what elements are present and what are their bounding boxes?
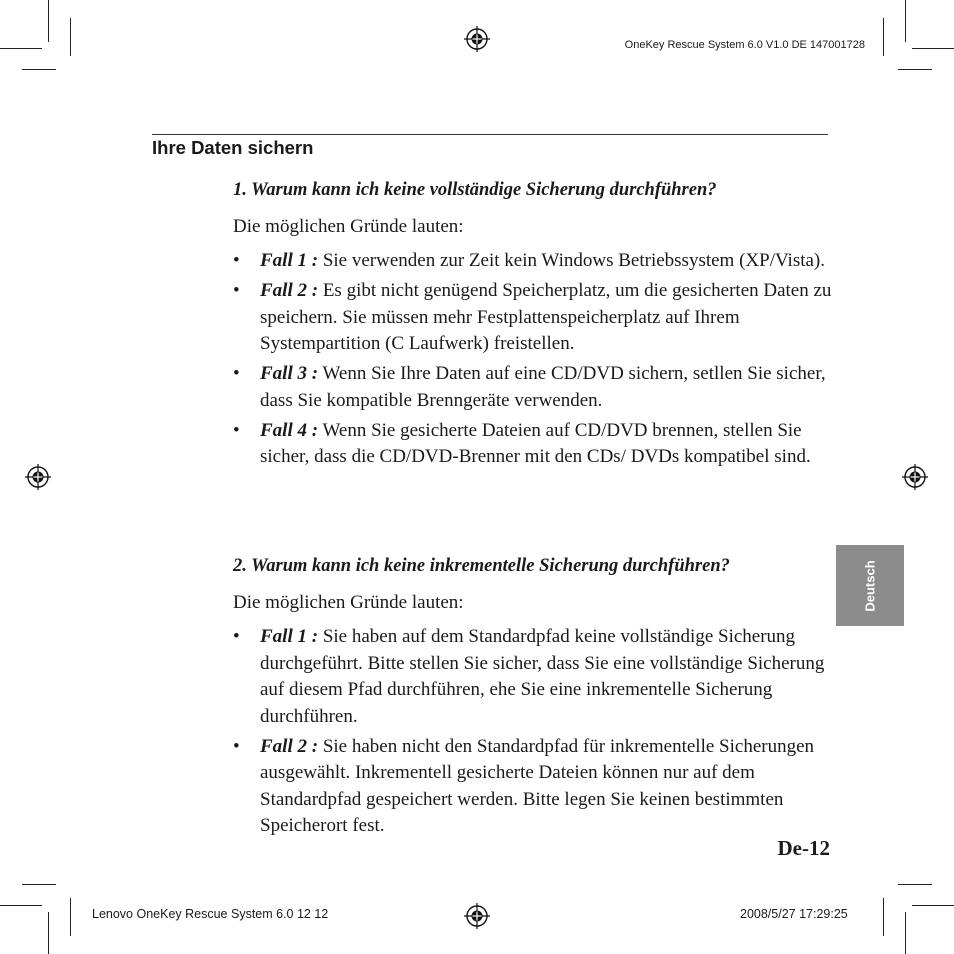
registration-mark-icon [464, 903, 490, 929]
reasons-list [233, 624, 833, 843]
bullet: • [233, 280, 240, 301]
crop-mark [883, 898, 884, 936]
case-label: Fall 2 : [260, 735, 319, 757]
crop-mark [912, 905, 954, 906]
case-label: Fall 4 : [260, 419, 319, 441]
bullet: • [233, 626, 240, 647]
crop-mark [70, 898, 71, 936]
language-tab [836, 545, 904, 626]
section-rule [152, 134, 828, 135]
registration-mark-icon [25, 464, 51, 490]
question-heading: 1. Warum kann ich keine vollständige Sicherung durchführen? [233, 180, 717, 200]
crop-mark [48, 912, 49, 954]
crop-mark [883, 18, 884, 56]
reasons-list [233, 248, 833, 474]
crop-mark [22, 69, 56, 70]
page-number: De-12 [777, 836, 830, 860]
case-text: Sie haben nicht den Standardpfad für inkrementelle Sicherungen ausgewählt. Inkrementell gesicherte Dateien können nur auf dem Standardpfad gespeichert werden. Bitte legen Sie keinen bestimmten Speicherort fest. [260, 735, 815, 836]
crop-mark [48, 0, 49, 42]
list-item [233, 624, 833, 730]
bullet: • [233, 250, 240, 271]
case-label: Fall 2 : [260, 280, 319, 301]
list-item [233, 278, 833, 358]
question-intro: Die möglichen Gründe lauten: [233, 216, 464, 237]
crop-mark [22, 884, 56, 885]
case-label: Fall 1 : [260, 626, 319, 647]
case-text: Es gibt nicht genügend Speicherplatz, um die gesicherten Daten zu speichern. Sie müssen mehr Festplattenspeicherplatz auf Ihrem Systempartition (C Laufwerk) freistellen. [260, 280, 832, 354]
list-item [233, 361, 833, 414]
footer-slug-left: Lenovo OneKey Rescue System 6.0 12 12 [92, 907, 329, 921]
registration-mark-icon [902, 464, 928, 490]
crop-mark [898, 884, 932, 885]
bullet: • [233, 735, 240, 757]
case-text: Sie verwenden zur Zeit kein Windows Betriebssystem (XP/Vista). [318, 250, 826, 271]
question-intro: Die möglichen Gründe lauten: [233, 592, 464, 613]
crop-mark [912, 48, 954, 49]
list-item [233, 248, 833, 275]
case-label: Fall 1 : [260, 250, 319, 271]
crop-mark [905, 0, 906, 42]
crop-mark [905, 912, 906, 954]
bullet: • [233, 419, 240, 441]
list-item [233, 734, 833, 840]
case-text: Sie haben auf dem Standardpfad keine vollständige Sicherung durchgeführt. Bitte stellen Sie sicher, dass Sie eine vollständige Sicherung auf diesem Pfad durchführen, ehe Sie eine inkrementelle Sicherung durchführen. [260, 626, 825, 727]
crop-mark [898, 69, 932, 70]
language-tab-label: Deutsch [862, 559, 878, 612]
bullet: • [233, 363, 240, 384]
crop-mark [0, 905, 42, 906]
list-item [233, 418, 833, 471]
section-title: Ihre Daten sichern [152, 137, 314, 158]
case-text: Wenn Sie gesicherte Dateien auf CD/DVD brennen, stellen Sie sicher, dass die CD/DVD-Brenner mit den CDs/ DVDs kompatibel sind. [260, 419, 811, 467]
question-heading: 2. Warum kann ich keine inkrementelle Sicherung durchführen? [233, 556, 730, 576]
footer-slug-right: 2008/5/27 17:29:25 [740, 907, 848, 921]
case-text: Wenn Sie Ihre Daten auf eine CD/DVD sichern, setllen Sie sicher, dass Sie kompatible Brenngeräte verwenden. [260, 363, 826, 411]
header-slug: OneKey Rescue System 6.0 V1.0 DE 147001728 [624, 39, 865, 51]
case-label: Fall 3 : [260, 363, 319, 384]
